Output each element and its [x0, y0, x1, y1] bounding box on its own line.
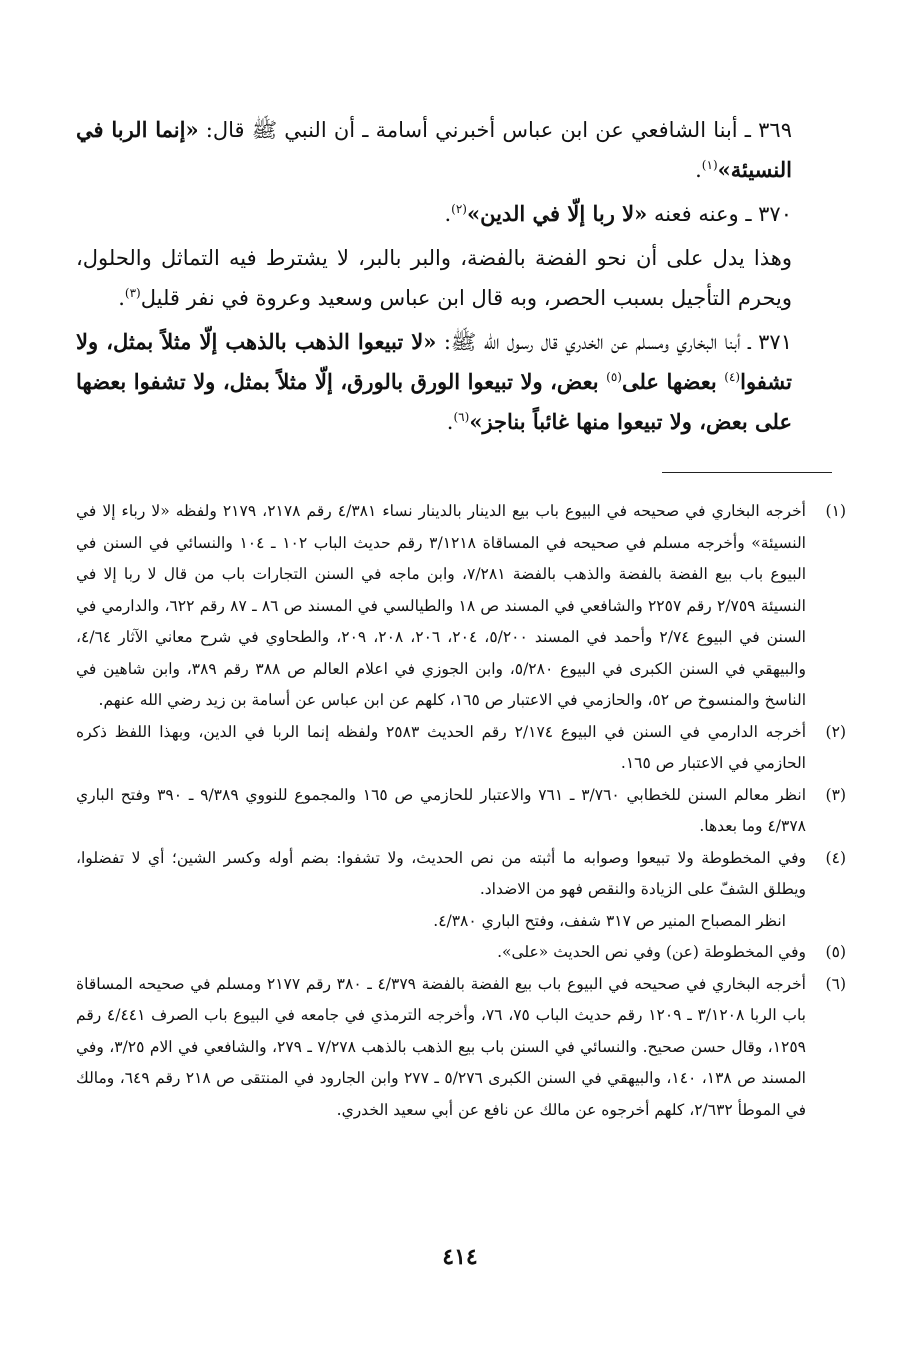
- footnote-number: (٦): [825, 974, 846, 993]
- footnote-number: (٢): [825, 722, 846, 741]
- footnote-text: أخرجه البخاري في صحيحه في البيوع باب بيع الدينار بالدينار نساء ٤/٣٨١ رقم ٢١٧٨، ٢١٧٩ ولفظه «لا رباء إلا في النسيئة» وأخرجه مسلم في صحيحه في المساقاة ٣/١٢١٨ رقم حديث الباب ١٠٢ ـ ١٠٤ والنسائي في السنن في البيوع باب بيع الفضة بالفضة والذهب بالفضة ٧/٢٨١، وابن ماجه في السنن التجارات باب من قال لا ربا إلا في النسيئة ٢/٧٥٩ رقم ٢٢٥٧ والشافعي في المسند ص ١٨ والطيالسي في المسند ص ٨٦ ـ ٨٧ رقم ٦٢٢، والدارمي في السنن في البيوع ٢/٧٤ وأحمد في المسند ٥/٢٠٠، ٢٠٤، ٢٠٦، ٢٠٨، ٢٠٩، والطحاوي في شرح معاني الآثار ٤/٦٤، والبيهقي في السنن الكبرى في البيوع ٥/٢٨٠، وابن الجوزي في اعلام العالم ص ٣٨٨ رقم ٣٨٩، وابن شاهين في الناسخ والمنسوخ ص ٥٢، والحازمي في الاعتبار ص ١٦٥، كلهم عن ابن عباس عن أسامة بن زيد رضي الله عنهم.: [76, 502, 806, 709]
- hadith-371-quote-c: بعض، ولا تبيعوا الورق بالورق، إلّا مثلاً بمثل، ولا تشفوا بعضها على بعض، ولا تبيعوا منها غائباً بناجز»: [76, 369, 792, 434]
- main-text: [76, 110, 846, 446]
- page-number: ٤١٤: [442, 1244, 478, 1270]
- footnote-ref-2[interactable]: (٢): [451, 202, 467, 216]
- footnote-text: انظر معالم السنن للخطابي ٣/٧٦٠ ـ ٧٦١ والاعتبار للحازمي ص ١٦٥ والمجموع للنووي ٩/٣٨٩ ـ ٣٩٠ وفتح الباري ٤/٣٧٨ وما بعدها.: [76, 785, 806, 835]
- footnote-text: أخرجه البخاري في صحيحه في البيوع باب بيع الفضة بالفضة ٤/٣٧٩ ـ ٣٨٠ رقم ٢١٧٧ ومسلم في صحيحه المساقاة باب الربا ٣/١٢٠٨ ـ ١٢٠٩ رقم حديث الباب ٧٥، ٧٦، وأخرجه الترمذي في جامعه في البيوع باب الصرف ٤/٤٤١ رقم ١٢٥٩، وقال حسن صحيح. والنسائي في السنن باب بيع الذهب بالذهب ٧/٢٧٨ ـ ٢٧٩، والشافعي في الام ٣/٢٥، وفي المسند ص ١٣٨، ١٤٠، والبيهقي في السنن الكبرى ٥/٢٧٦ ـ ٢٧٧ وابن الجارود في المنتقى ص ٢١٨ رقم ٦٤٩، ومالك في الموطأ ٢/٦٣٢، كلهم أخرجوه عن مالك عن نافع عن أبي سعيد الخدري.: [76, 974, 806, 1119]
- hadith-369: ٣٦٩ ـ أبنا الشافعي عن ابن عباس أخبرني أسامة ـ أن النبي ﷺ قال: «إنما الربا في النسيئة»$^{(١)}$.: [76, 117, 792, 182]
- footnote-subtext: انظر المصباح المنير ص ٣١٧ شفف، وفتح الباري ٤/٣٨٠.: [433, 911, 786, 930]
- footnote-number: (١): [825, 502, 846, 520]
- footnote-ref-3[interactable]: (٣): [124, 286, 141, 300]
- footnote-number: (٣): [825, 785, 846, 804]
- footnote-5: [76, 937, 846, 969]
- footnote-text: وفي المخطوطة ولا تبيعوا وصوابه ما أثبته من نص الحديث، ولا تشفوا: بضم أوله وكسر الشين؛ أي لا تفضلوا، ويطلق الشفّ على الزيادة والنقص فهو من الاضداد.: [76, 848, 806, 898]
- hadith-369-quote: «إنما الربا في النسيئة»: [76, 117, 792, 182]
- footnote-ref-6[interactable]: (٦): [453, 410, 470, 424]
- footnote-3: [76, 780, 846, 843]
- footnote-ref-1[interactable]: (١): [701, 158, 718, 172]
- hadith-371-intro: ٣٧١ ـ أبنا البخاري ومسلم عن الخدري قال رسول الله ﷺ:: [436, 330, 792, 354]
- footnote-4: [76, 843, 846, 938]
- footnote-number: (٥): [825, 943, 846, 961]
- hadith-371-quote-a: «لا تبيعوا الذهب بالذهب إلّا مثلاً بمثل، ولا تشفوا: [76, 329, 792, 394]
- hadith-370-quote: «لا ربا إلّا في الدين»: [466, 201, 648, 226]
- hadith-371-quote-b: بعضها على: [621, 369, 725, 394]
- footnote-6: [76, 969, 846, 1127]
- footnote-number: (٤): [825, 848, 846, 867]
- commentary: وهذا يدل على أن نحو الفضة بالفضة، والبر بالبر، لا يشترط فيه التماثل والحلول، ويحرم التأجيل بسبب الحصر، وبه قال ابن عباس وسعيد وعروة في نفر قليل$^{(٣)}$.: [76, 246, 792, 310]
- footnote-ref-5[interactable]: (٥): [606, 370, 622, 384]
- footnote-separator: [662, 472, 832, 473]
- footnotes: [76, 496, 846, 1126]
- hadith-370-intro: ٣٧٠ ـ وعنه فعنه: [647, 202, 792, 226]
- hadith-371: ٣٧١ ـ أبنا البخاري ومسلم عن الخدري قال رسول الله ﷺ: «لا تبيعوا الذهب بالذهب إلّا مثلاً بمثل، ولا تشفوا$^{(٤)}$ بعضها على$^{(٥)}$ بعض، ولا تبيعوا الورق بالورق، إلّا مثلاً بمثل، ولا تشفوا بعضها على بعض، ولا تبيعوا منها غائباً بناجز»$^{(٦)}$.: [76, 329, 792, 434]
- footnote-text: أخرجه الدارمي في السنن في البيوع ٢/١٧٤ رقم الحديث ٢٥٨٣ ولفظه إنما الربا في الدين، وبهذا اللفظ ذكره الحازمي في الاعتبار ص ١٦٥.: [76, 722, 807, 772]
- footnote-1: [76, 496, 846, 717]
- hadith-369-intro: ٣٦٩ ـ أبنا الشافعي عن ابن عباس أخبرني أسامة ـ أن النبي ﷺ قال:: [198, 118, 792, 142]
- footnote-text: وفي المخطوطة (عن) وفي نص الحديث «على».: [497, 943, 806, 961]
- footnote-ref-4[interactable]: (٤): [724, 370, 741, 384]
- commentary-text: وهذا يدل على أن نحو الفضة بالفضة، والبر بالبر، لا يشترط فيه التماثل والحلول، ويحرم التأجيل بسبب الحصر، وبه قال ابن عباس وسعيد وعروة في نفر قليل: [76, 246, 792, 310]
- hadith-370: ٣٧٠ ـ وعنه فعنه «لا ربا إلّا في الدين»$^{(٢)}$.: [444, 201, 792, 226]
- footnote-2: [76, 717, 846, 780]
